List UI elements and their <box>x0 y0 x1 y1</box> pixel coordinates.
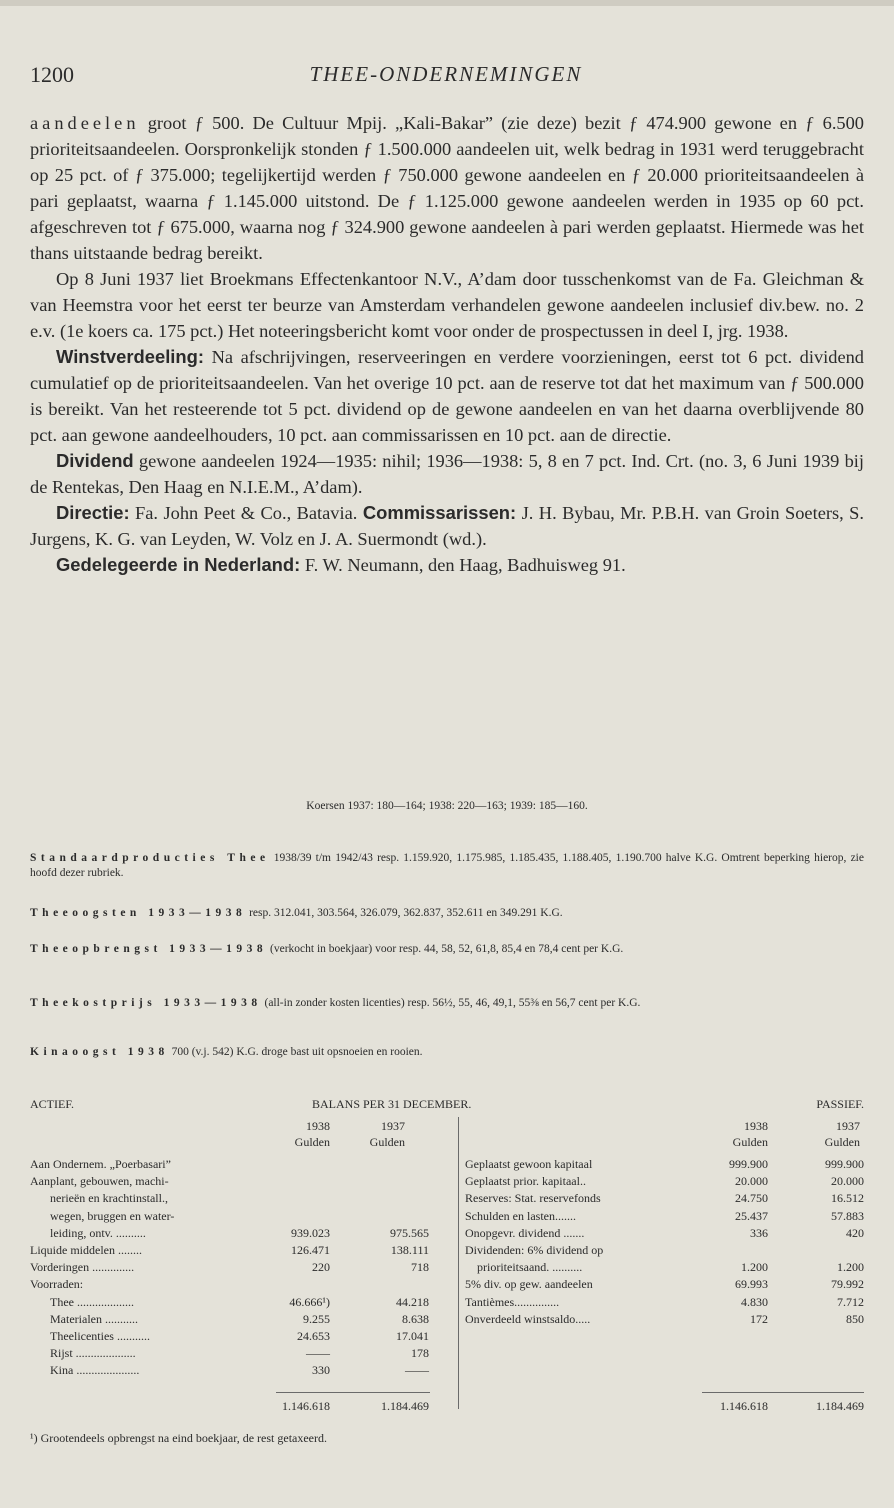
stat-text: (verkocht in boekjaar) voor resp. 44, 58, 52, 61,8, 85,4 en 78,4 cent per K.G. <box>267 943 624 955</box>
passief-value-1938: 1.200 <box>741 1260 768 1275</box>
stat-standaardproducties <box>30 851 864 881</box>
actief-row-label: Rijst .................... <box>50 1346 136 1361</box>
stat-label: Theekostprijs 1933—1938 <box>30 997 262 1009</box>
passief-total-1938: 1.146.618 <box>720 1399 768 1413</box>
passief-value-1938: 999.900 <box>729 1157 768 1171</box>
intro-text: groot ƒ 500. De Cultuur Mpij. „Kali-Bakar” (zie deze) bezit ƒ 474.900 gewone en ƒ 6.500 prioriteitsaandeelen. Oorspronkelijk stonden ƒ 1.500.000 aandeelen uit, welk bedrag in 1931 werd teruggebracht op 25 pct. of ƒ 375.000; tegelijkertijd werden ƒ 750.000 gewone aandeelen en ƒ 20.000 prioriteitsaandeelen à pari geplaatst, waarna ƒ 1.145.000 uitstond. De ƒ 1.125.000 gewone aandeelen werden in 1935 op 60 pct. afgeschreven tot ƒ 675.000, waarna nog ƒ 324.900 gewone aandeelen à pari werden geplaatst. Hiermede was het thans uitstaande bedrag bereikt. <box>30 113 864 263</box>
stat-theeopbrengst <box>30 942 864 957</box>
actief-value-1937: 8.638 <box>402 1311 429 1326</box>
passief-row-label: Dividenden: 6% dividend op <box>465 1243 604 1257</box>
actief-row-label: Theelicenties ........... <box>50 1329 150 1343</box>
actief-unit-1: Gulden <box>294 1135 330 1149</box>
passief-value-1937: 999.900 <box>825 1157 864 1171</box>
actief-value-1938 <box>260 1157 330 1172</box>
stat-kinaoogst <box>30 1045 864 1060</box>
directie-text: Fa. John Peet & Co., Batavia. <box>129 503 363 523</box>
passief-row-label: Reserves: Stat. reservefonds <box>465 1191 601 1206</box>
intro-paragraph <box>30 110 864 266</box>
page-header <box>30 62 862 92</box>
actief-row-label: Voorraden: <box>30 1277 84 1292</box>
passief-row-label: Tantièmes............... <box>465 1294 560 1309</box>
actief-value-1938 <box>260 1191 330 1206</box>
actief-value-1938 <box>260 1209 330 1224</box>
actief-value-1937 <box>345 1209 429 1224</box>
passief-value-1938: 336 <box>750 1225 768 1240</box>
passief-value-1937 <box>790 1243 864 1258</box>
winstverdeeling-text: Na afschrijvingen, reserveeringen en verdere voorzieningen, eerst tot 6 pct. dividend cumulatief op de prioriteitsaandeelen. Van het overige 10 pct. aan de reserve tot dat het maximum van ƒ 500.000 is bereikt. Van het resteerende tot 5 pct. dividend op de gewone aandeelen en van het daarna overblijvende 80 pct. aan gewone aandeelhouders, 10 pct. aan commissarissen en 10 pct. aan de directie. <box>30 347 864 445</box>
page-title: THEE-ONDERNEMINGEN <box>309 62 583 86</box>
passief-value-1937: 850 <box>846 1311 864 1326</box>
passief-value-1937: 16.512 <box>831 1191 864 1206</box>
passief-value-1938: 24.750 <box>735 1191 768 1206</box>
passief-row-label: prioriteitsaand. .......... <box>477 1260 583 1275</box>
directie-label: Directie: <box>56 502 130 523</box>
stat-label: Standaardproducties Thee <box>30 852 270 864</box>
actief-value-1938: 9.255 <box>303 1311 330 1326</box>
actief-row-label: Aanplant, gebouwen, machi- <box>30 1174 169 1189</box>
actief-value-1938: 126.471 <box>291 1243 330 1257</box>
actief-value-1937: 178 <box>411 1346 429 1361</box>
passief-value-1937: 79.992 <box>831 1277 864 1292</box>
actief-value-1937: 44.218 <box>396 1294 429 1309</box>
actief-year-1937: 1937 <box>381 1119 405 1133</box>
column-divider <box>458 1117 459 1409</box>
passief-unit-2: Gulden <box>824 1135 860 1149</box>
passief-value-1938: 20.000 <box>735 1174 768 1189</box>
actief-value-1937 <box>345 1277 429 1292</box>
listing-paragraph: Op 8 Juni 1937 liet Broekmans Effectenkantoor N.V., A’dam door tusschenkomst van de Fa. Gleichman & van Heemstra voor het eerst ter beurze van Amsterdam verhandelen gewone aandeelen inclusief div.bew. no. 2 e.v. (1e koers ca. 175 pct.) Het noteeringsbericht komt voor onder de prospectussen in deel I, jrg. 1938. <box>30 269 864 341</box>
passief-value-1937: 1.200 <box>837 1260 864 1275</box>
passief-title: PASSIEF. <box>816 1097 864 1111</box>
actief-value-1937: 975.565 <box>390 1225 429 1240</box>
actief-value-1937: 718 <box>411 1260 429 1275</box>
balance-title: BALANS PER 31 DECEMBER. <box>312 1097 472 1111</box>
commissarissen-label: Commissarissen: <box>362 502 517 523</box>
dividend-label: Dividend <box>56 450 134 471</box>
main-text <box>30 110 864 578</box>
stat-label: Theeoogsten 1933—1938 <box>30 907 247 919</box>
actief-title: ACTIEF. <box>30 1097 75 1111</box>
actief-value-1937 <box>345 1174 429 1189</box>
actief-value-1938 <box>260 1174 330 1189</box>
actief-value-1938: 24.653 <box>297 1329 330 1343</box>
actief-value-1937: —— <box>405 1363 429 1378</box>
passief-value-1937: 420 <box>846 1225 864 1240</box>
actief-row-label: nerieën en krachtinstall., <box>50 1191 168 1206</box>
actief-value-1938 <box>260 1277 330 1292</box>
stat-text: 1938/39 t/m 1942/43 resp. 1.159.920, 1.175.985, 1.185.435, 1.188.405, 1.190.700 halve K.G. Omtrent beperking hierop, zie hoofd dezer rubriek. <box>30 852 864 879</box>
actief-value-1937 <box>345 1191 429 1206</box>
gedelegeerde-text: F. W. Neumann, den Haag, Badhuisweg 91. <box>300 555 626 575</box>
dividend-text: gewone aandeelen 1924—1935: nihil; 1936—1938: 5, 8 en 7 pct. Ind. Crt. (no. 3, 6 Juni 1939 bij de Rentekas, Den Haag en N.I.E.M., A’dam). <box>30 451 864 497</box>
passief-row-label: Geplaatst gewoon kapitaal <box>465 1157 593 1171</box>
winstverdeeling-paragraph <box>30 344 864 448</box>
stat-text: resp. 312.041, 303.564, 326.079, 362.837, 352.611 en 349.291 K.G. <box>246 907 563 919</box>
actief-value-1937: 17.041 <box>396 1329 429 1343</box>
stat-theeoogsten <box>30 906 864 921</box>
stat-label: Theeopbrengst 1933—1938 <box>30 943 268 955</box>
passief-value-1937: 57.883 <box>831 1208 864 1223</box>
stat-label: Kinaoogst 1938 <box>30 1046 169 1058</box>
passief-year-1937: 1937 <box>836 1119 860 1133</box>
actief-value-1938: —— <box>306 1346 330 1361</box>
actief-value-1938: 220 <box>312 1260 330 1275</box>
passief-row-label: Onverdeeld winstsaldo..... <box>465 1311 591 1326</box>
actief-row-label: leiding, ontv. .......... <box>50 1225 146 1240</box>
actief-value-1938: 939.023 <box>291 1225 330 1240</box>
gedelegeerde-paragraph <box>30 552 864 578</box>
directie-paragraph <box>30 500 864 552</box>
koersen-line: Koersen 1937: 180—164; 1938: 220—163; 1939: 185—160. <box>306 800 588 812</box>
footnote: ¹) Grootendeels opbrengst na eind boekjaar, de rest getaxeerd. <box>30 1431 327 1445</box>
passief-row-label: Geplaatst prior. kapitaal.. <box>465 1174 586 1189</box>
passief-value-1938: 69.993 <box>735 1277 768 1292</box>
passief-row-label: Schulden en lasten....... <box>465 1208 576 1223</box>
passief-row-label: Onopgevr. dividend ....... <box>465 1225 585 1240</box>
passief-value-1937: 20.000 <box>831 1174 864 1189</box>
actief-row-label: Materialen ........... <box>50 1311 138 1326</box>
actief-row-label: Thee ................... <box>50 1294 134 1309</box>
actief-value-1938: 46.666¹) <box>289 1294 330 1309</box>
spaced-word: aandeelen <box>30 113 140 133</box>
actief-row-label: wegen, bruggen en water- <box>50 1208 175 1223</box>
passief-value-1938: 25.437 <box>735 1208 768 1223</box>
passief-value-1937: 7.712 <box>837 1294 864 1309</box>
actief-total-rule <box>276 1392 430 1393</box>
passief-total-1937: 1.184.469 <box>816 1399 864 1413</box>
top-edge <box>0 0 894 6</box>
actief-value-1938: 330 <box>312 1363 330 1378</box>
passief-year-1938: 1938 <box>744 1119 768 1133</box>
actief-row-label: Kina ..................... <box>50 1363 140 1378</box>
commissarissen-text: J. H. Bybau, Mr. P.B.H. van Groin Soeters, S. Jurgens, K. G. van Leyden, W. Volz en J. A. Suermondt (wd.). <box>30 503 865 549</box>
passief-total-rule <box>702 1392 864 1393</box>
actief-value-1937 <box>345 1157 429 1172</box>
stat-text: (all-in zonder kosten licenties) resp. 56½, 55, 46, 49,1, 55⅜ en 56,7 cent per K.G. <box>261 997 641 1009</box>
actief-row-label: Liquide middelen ........ <box>30 1243 142 1257</box>
stat-theekostprijs <box>30 996 864 1011</box>
actief-row-label: Aan Ondernem. „Poerbasari” <box>30 1157 171 1171</box>
stat-text: 700 (v.j. 542) K.G. droge bast uit opsnoeien en rooien. <box>168 1046 423 1058</box>
passief-value-1938: 172 <box>750 1311 768 1326</box>
actief-year-1938: 1938 <box>306 1119 330 1133</box>
winstverdeeling-label: Winstverdeeling: <box>56 346 205 367</box>
passief-row-label: 5% div. op gew. aandeelen <box>465 1277 593 1292</box>
passief-unit-1: Gulden <box>732 1135 768 1149</box>
passief-value-1938 <box>700 1243 768 1258</box>
actief-total-1937: 1.184.469 <box>381 1399 429 1413</box>
balance-sheet <box>30 1097 864 1427</box>
passief-value-1938: 4.830 <box>741 1294 768 1309</box>
actief-total-1938: 1.146.618 <box>282 1399 330 1413</box>
actief-value-1937: 138.111 <box>390 1243 429 1257</box>
page-number: 1200 <box>30 62 74 87</box>
dividend-paragraph <box>30 448 864 500</box>
actief-row-label: Vorderingen .............. <box>30 1260 135 1275</box>
gedelegeerde-label: Gedelegeerde in Nederland: <box>56 554 301 575</box>
actief-unit-2: Gulden <box>369 1135 405 1149</box>
